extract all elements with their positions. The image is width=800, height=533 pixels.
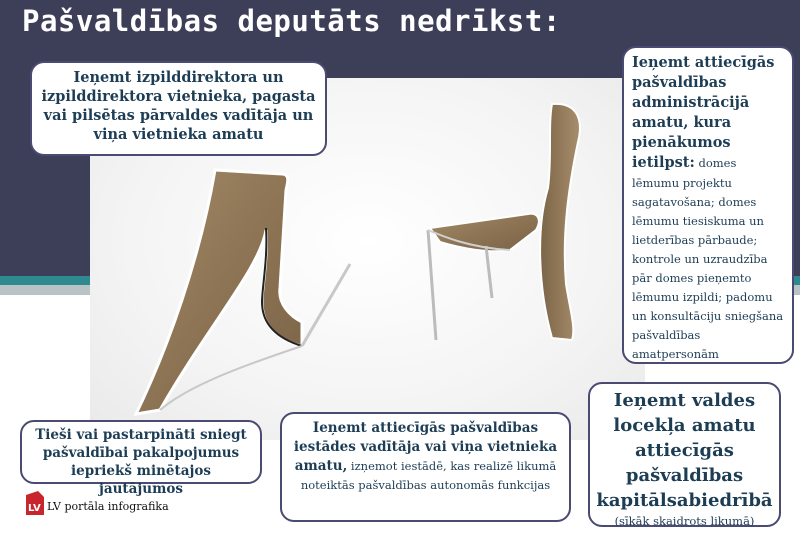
restriction-box-board-member	[588, 382, 781, 527]
restriction-box-administration	[622, 46, 794, 364]
lv-logo-icon	[26, 491, 44, 515]
restriction-administration-heading: Ieņemt attiecīgās pašvaldības administrācijā amatu, kura pienākumos ietilpst:	[632, 54, 775, 171]
restriction-services-text: Tieši vai pastarpināti sniegt pašvaldībai pakalpojumus iepriekš minētajos jautājumos	[35, 427, 247, 497]
right-chair	[428, 104, 580, 340]
logo-caption: LV portāla infografika	[47, 500, 169, 513]
restriction-board-heading: Ieņemt valdes locekļa amatu attiecīgās pašvaldības kapitālsabiedrībā	[596, 390, 773, 511]
restriction-box-executive	[30, 61, 327, 156]
restriction-institution-heading: Ieņemt attiecīgās pašvaldības iestādes vadītāja vai viņa vietnieka amatu,	[293, 420, 558, 474]
restriction-board-note: (sīkāk skaidrots likumā)	[614, 514, 755, 528]
restriction-administration-details: domes lēmumu projektu sagatavošana; domes lēmumu tiesiskuma un lietderības pārbaude; kontrole un uzraudzība pār domes pieņemto lēmumu izpildi; padomu un konsultāciju sniegšana pašvaldības amatpersonām	[632, 156, 784, 361]
left-chair	[136, 170, 350, 414]
restriction-box-institution-head	[280, 412, 571, 522]
page-title: Pašvaldības deputāts nedrīkst:	[22, 4, 561, 38]
restriction-box-services	[20, 420, 262, 497]
restriction-executive-text: Ieņemt izpilddirektora un izpilddirektora vietnieka, pagasta vai pilsētas pārvaldes vadītāja un viņa vietnieka amatu	[41, 69, 316, 143]
restriction-institution-details: izņemot iestādē, kas realizē likumā noteiktās pašvaldības autonomās funkcijas	[300, 459, 557, 492]
lv-logo-mark: LV	[28, 503, 41, 514]
